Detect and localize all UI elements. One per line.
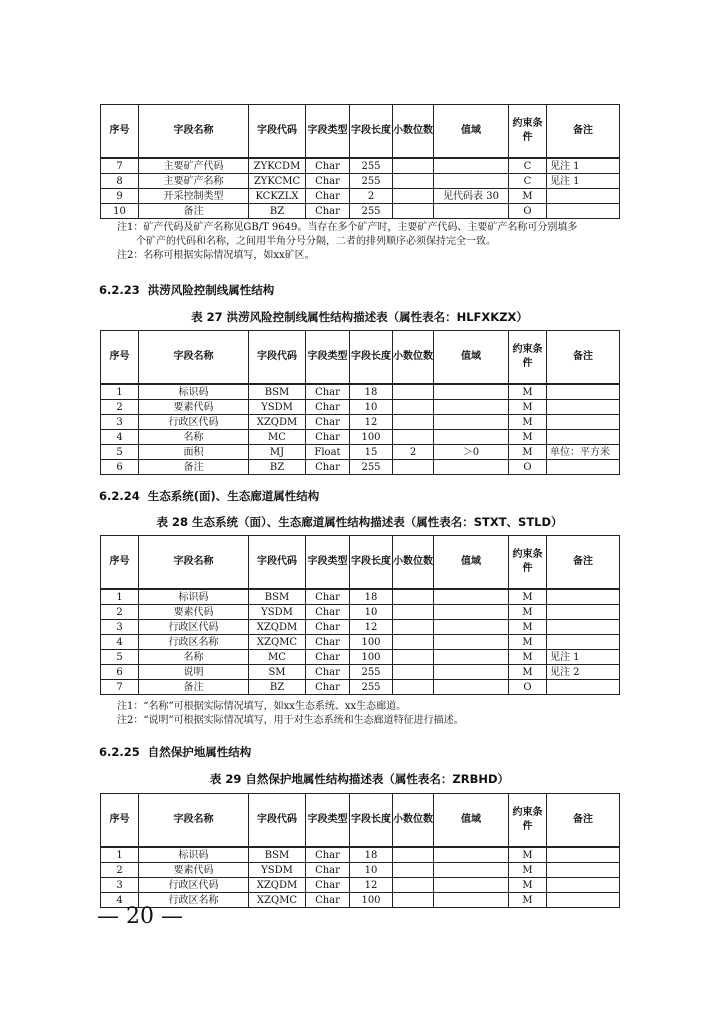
cell-field-length: 100 — [350, 893, 393, 908]
column-header: 小数位数 — [393, 331, 434, 385]
table-27 — [100, 330, 620, 475]
cell-remark — [547, 189, 620, 204]
cell-field-type: Char — [306, 158, 350, 174]
cell-field-name: 标识码 — [139, 384, 249, 400]
table-note: 个矿产的代码和名称，之间用半角分号分隔，二者的排列顺序必须保持完全一致。 — [136, 236, 496, 247]
cell-value-range — [434, 878, 509, 893]
section-title: 自然保护地属性结构 — [147, 745, 252, 759]
column-header: 字段类型 — [306, 536, 350, 590]
cell-remark — [547, 878, 620, 893]
cell-remark — [547, 863, 620, 878]
cell-decimals — [393, 620, 434, 635]
cell-remark — [547, 430, 620, 445]
cell-remark: 见注 1 — [547, 158, 620, 174]
cell-index: 5 — [101, 650, 139, 665]
cell-field-length: 10 — [350, 863, 393, 878]
cell-remark — [547, 635, 620, 650]
section-number: 6.2.25 — [99, 745, 140, 759]
cell-field-length: 12 — [350, 878, 393, 893]
cell-field-length: 255 — [350, 460, 393, 475]
cell-field-length: 15 — [350, 445, 393, 460]
cell-field-length: 255 — [350, 680, 393, 695]
table-29 — [100, 793, 620, 908]
cell-field-code: YSDM — [249, 605, 306, 620]
cell-index: 1 — [101, 589, 139, 605]
cell-field-code: MC — [249, 650, 306, 665]
column-header: 字段代码 — [249, 794, 306, 848]
cell-value-range — [434, 174, 509, 189]
cell-index: 2 — [101, 400, 139, 415]
table-row — [101, 635, 620, 650]
cell-constraint: O — [509, 204, 547, 219]
cell-field-length: 18 — [350, 589, 393, 605]
table-row — [101, 847, 620, 863]
column-header: 备注 — [547, 331, 620, 385]
column-header: 序号 — [101, 536, 139, 590]
cell-decimals: 2 — [393, 445, 434, 460]
cell-constraint: C — [509, 174, 547, 189]
cell-constraint: M — [509, 650, 547, 665]
table-row — [101, 589, 620, 605]
cell-decimals — [393, 665, 434, 680]
cell-decimals — [393, 189, 434, 204]
cell-field-name: 备注 — [139, 460, 249, 475]
table-row — [101, 620, 620, 635]
cell-field-type: Char — [306, 174, 350, 189]
cell-remark — [547, 384, 620, 400]
cell-value-range — [434, 863, 509, 878]
table-row — [101, 460, 620, 475]
cell-decimals — [393, 863, 434, 878]
cell-field-name: 面积 — [139, 445, 249, 460]
column-header: 序号 — [101, 331, 139, 385]
cell-constraint: C — [509, 158, 547, 174]
cell-decimals — [393, 635, 434, 650]
cell-field-type: Char — [306, 635, 350, 650]
cell-field-code: BZ — [249, 680, 306, 695]
column-header: 约束条件 — [509, 105, 547, 159]
column-header: 序号 — [101, 794, 139, 848]
cell-field-length: 2 — [350, 189, 393, 204]
column-header: 字段代码 — [249, 105, 306, 159]
column-header: 备注 — [547, 794, 620, 848]
cell-value-range: 见代码表 30 — [434, 189, 509, 204]
column-header: 约束条件 — [509, 536, 547, 590]
cell-decimals — [393, 415, 434, 430]
table-note: 注2：“说明”可根据实际情况填写，用于对生态系统和生态廊道特征进行描述。 — [117, 715, 464, 726]
table-row — [101, 863, 620, 878]
column-header: 字段长度 — [350, 105, 393, 159]
cell-field-code: YSDM — [249, 400, 306, 415]
cell-index: 3 — [101, 620, 139, 635]
cell-remark: 单位：平方米 — [547, 445, 620, 460]
cell-constraint: M — [509, 605, 547, 620]
section-heading — [99, 744, 251, 760]
section-number: 6.2.23 — [99, 283, 140, 297]
table-row — [101, 650, 620, 665]
cell-index: 1 — [101, 847, 139, 863]
cell-field-type: Char — [306, 605, 350, 620]
cell-field-name: 行政区代码 — [139, 620, 249, 635]
cell-field-type: Char — [306, 878, 350, 893]
column-header: 值域 — [434, 536, 509, 590]
cell-field-type: Char — [306, 460, 350, 475]
cell-field-name: 标识码 — [139, 589, 249, 605]
cell-field-code: SM — [249, 665, 306, 680]
cell-remark — [547, 605, 620, 620]
page-number: — 20 — — [97, 904, 183, 929]
cell-field-name: 开采控制类型 — [139, 189, 249, 204]
cell-value-range — [434, 460, 509, 475]
table-row — [101, 605, 620, 620]
cell-field-name: 标识码 — [139, 847, 249, 863]
cell-field-type: Char — [306, 847, 350, 863]
cell-constraint: M — [509, 620, 547, 635]
cell-field-name: 名称 — [139, 430, 249, 445]
table-header-row — [101, 536, 620, 590]
table-row — [101, 189, 620, 204]
column-header: 小数位数 — [393, 794, 434, 848]
cell-remark: 见注 1 — [547, 174, 620, 189]
cell-value-range — [434, 430, 509, 445]
table-row — [101, 204, 620, 219]
cell-field-type: Char — [306, 400, 350, 415]
cell-field-type: Char — [306, 589, 350, 605]
cell-decimals — [393, 878, 434, 893]
cell-constraint: M — [509, 445, 547, 460]
column-header: 字段类型 — [306, 794, 350, 848]
cell-value-range — [434, 158, 509, 174]
cell-field-type: Float — [306, 445, 350, 460]
cell-decimals — [393, 460, 434, 475]
column-header: 字段长度 — [350, 794, 393, 848]
table-row — [101, 665, 620, 680]
cell-field-length: 10 — [350, 400, 393, 415]
cell-field-name: 行政区代码 — [139, 415, 249, 430]
column-header: 字段代码 — [249, 536, 306, 590]
column-header: 字段类型 — [306, 331, 350, 385]
cell-field-length: 12 — [350, 620, 393, 635]
table-28 — [100, 535, 620, 695]
cell-constraint: M — [509, 665, 547, 680]
cell-field-code: XZQDM — [249, 878, 306, 893]
column-header: 字段代码 — [249, 331, 306, 385]
cell-value-range — [434, 415, 509, 430]
cell-field-code: XZQDM — [249, 415, 306, 430]
column-header: 备注 — [547, 536, 620, 590]
table-row — [101, 415, 620, 430]
cell-decimals — [393, 174, 434, 189]
cell-index: 1 — [101, 384, 139, 400]
cell-constraint: O — [509, 460, 547, 475]
cell-field-length: 100 — [350, 635, 393, 650]
column-header: 值域 — [434, 331, 509, 385]
table-row — [101, 158, 620, 174]
cell-field-name: 主要矿产名称 — [139, 174, 249, 189]
column-header: 值域 — [434, 105, 509, 159]
cell-index: 3 — [101, 415, 139, 430]
cell-decimals — [393, 893, 434, 908]
column-header: 小数位数 — [393, 536, 434, 590]
cell-field-name: 要素代码 — [139, 863, 249, 878]
column-header: 字段名称 — [139, 536, 249, 590]
cell-field-name: 名称 — [139, 650, 249, 665]
section-heading — [99, 282, 274, 298]
table-row — [101, 680, 620, 695]
cell-field-type: Char — [306, 680, 350, 695]
cell-value-range — [434, 605, 509, 620]
cell-field-length: 255 — [350, 204, 393, 219]
cell-constraint: M — [509, 589, 547, 605]
table-row — [101, 445, 620, 460]
table-note: 注1：矿产代码及矿产名称见GB/T 9649。当存在多个矿产时，主要矿产代码、主要矿产名称可分别填多 — [117, 222, 578, 233]
cell-value-range — [434, 680, 509, 695]
cell-field-code: ZYKCMC — [249, 174, 306, 189]
cell-field-type: Char — [306, 893, 350, 908]
cell-field-type: Char — [306, 620, 350, 635]
cell-remark — [547, 400, 620, 415]
cell-index: 3 — [101, 878, 139, 893]
cell-remark: 见注 2 — [547, 665, 620, 680]
cell-remark — [547, 415, 620, 430]
cell-value-range — [434, 589, 509, 605]
cell-field-code: YSDM — [249, 863, 306, 878]
cell-decimals — [393, 605, 434, 620]
cell-field-type: Char — [306, 384, 350, 400]
cell-field-name: 行政区代码 — [139, 878, 249, 893]
cell-constraint: M — [509, 400, 547, 415]
cell-remark — [547, 204, 620, 219]
cell-remark — [547, 680, 620, 695]
table-header-row — [101, 331, 620, 385]
table-note: 注1：“名称”可根据实际情况填写，如xx生态系统、xx生态廊道。 — [117, 701, 407, 712]
cell-field-code: BSM — [249, 589, 306, 605]
column-header: 值域 — [434, 794, 509, 848]
cell-decimals — [393, 680, 434, 695]
cell-constraint: M — [509, 415, 547, 430]
cell-remark — [547, 589, 620, 605]
cell-constraint: M — [509, 893, 547, 908]
cell-remark — [547, 847, 620, 863]
cell-decimals — [393, 158, 434, 174]
cell-field-name: 主要矿产代码 — [139, 158, 249, 174]
column-header: 字段名称 — [139, 794, 249, 848]
cell-field-code: BZ — [249, 460, 306, 475]
cell-value-range — [434, 650, 509, 665]
section-title: 生态系统(面)、生态廊道属性结构 — [147, 489, 320, 503]
cell-remark: 见注 1 — [547, 650, 620, 665]
cell-decimals — [393, 384, 434, 400]
cell-index: 2 — [101, 863, 139, 878]
column-header: 字段长度 — [350, 536, 393, 590]
cell-field-name: 行政区名称 — [139, 635, 249, 650]
cell-index: 6 — [101, 460, 139, 475]
cell-value-range — [434, 204, 509, 219]
cell-value-range — [434, 620, 509, 635]
table-row — [101, 430, 620, 445]
table-caption: 表 28 生态系统（面）、生态廊道属性结构描述表（属性表名：STXT、STLD） — [156, 515, 563, 529]
cell-field-length: 18 — [350, 847, 393, 863]
cell-field-code: BSM — [249, 384, 306, 400]
cell-field-type: Char — [306, 650, 350, 665]
cell-constraint: M — [509, 430, 547, 445]
cell-decimals — [393, 589, 434, 605]
cell-index: 7 — [101, 158, 139, 174]
cell-field-length: 255 — [350, 665, 393, 680]
cell-remark — [547, 893, 620, 908]
cell-value-range — [434, 847, 509, 863]
cell-index: 8 — [101, 174, 139, 189]
cell-constraint: M — [509, 863, 547, 878]
cell-field-name: 要素代码 — [139, 605, 249, 620]
cell-field-code: BSM — [249, 847, 306, 863]
cell-field-name: 行政区名称 — [139, 893, 249, 908]
cell-value-range — [434, 635, 509, 650]
cell-field-code: MJ — [249, 445, 306, 460]
column-header: 序号 — [101, 105, 139, 159]
cell-field-type: Char — [306, 430, 350, 445]
cell-field-name: 说明 — [139, 665, 249, 680]
cell-index: 10 — [101, 204, 139, 219]
cell-field-code: XZQMC — [249, 635, 306, 650]
cell-index: 4 — [101, 893, 139, 908]
cell-index: 2 — [101, 605, 139, 620]
cell-decimals — [393, 650, 434, 665]
cell-remark — [547, 460, 620, 475]
table-row — [101, 384, 620, 400]
table-header-row — [101, 105, 620, 159]
cell-index: 4 — [101, 430, 139, 445]
column-header: 字段长度 — [350, 331, 393, 385]
cell-field-length: 10 — [350, 605, 393, 620]
table-continued — [100, 104, 620, 219]
cell-index: 5 — [101, 445, 139, 460]
cell-field-name: 要素代码 — [139, 400, 249, 415]
cell-constraint: M — [509, 878, 547, 893]
section-number: 6.2.24 — [99, 489, 140, 503]
column-header: 备注 — [547, 105, 620, 159]
column-header: 约束条件 — [509, 331, 547, 385]
cell-field-length: 18 — [350, 384, 393, 400]
cell-decimals — [393, 204, 434, 219]
cell-field-type: Char — [306, 204, 350, 219]
table-row — [101, 878, 620, 893]
cell-field-code: KCKZLX — [249, 189, 306, 204]
cell-index: 9 — [101, 189, 139, 204]
cell-index: 4 — [101, 635, 139, 650]
column-header: 字段类型 — [306, 105, 350, 159]
section-heading — [99, 488, 319, 504]
cell-constraint: O — [509, 680, 547, 695]
column-header: 约束条件 — [509, 794, 547, 848]
cell-field-length: 12 — [350, 415, 393, 430]
cell-constraint: M — [509, 384, 547, 400]
table-row — [101, 400, 620, 415]
cell-field-length: 100 — [350, 430, 393, 445]
cell-field-name: 备注 — [139, 680, 249, 695]
cell-value-range — [434, 384, 509, 400]
cell-field-code: MC — [249, 430, 306, 445]
section-title: 洪涝风险控制线属性结构 — [147, 283, 275, 297]
cell-value-range: ＞0 — [434, 445, 509, 460]
cell-decimals — [393, 430, 434, 445]
cell-field-length: 255 — [350, 158, 393, 174]
cell-field-length: 255 — [350, 174, 393, 189]
cell-field-type: Char — [306, 189, 350, 204]
cell-value-range — [434, 893, 509, 908]
cell-index: 6 — [101, 665, 139, 680]
cell-field-code: XZQMC — [249, 893, 306, 908]
cell-remark — [547, 620, 620, 635]
cell-field-type: Char — [306, 863, 350, 878]
table-row — [101, 174, 620, 189]
cell-field-length: 100 — [350, 650, 393, 665]
cell-constraint: M — [509, 635, 547, 650]
cell-constraint: M — [509, 189, 547, 204]
column-header: 字段名称 — [139, 105, 249, 159]
cell-field-name: 备注 — [139, 204, 249, 219]
table-caption: 表 27 洪涝风险控制线属性结构描述表（属性表名：HLFXKZX） — [191, 310, 528, 324]
cell-constraint: M — [509, 847, 547, 863]
table-note: 注2：名称可根据实际情况填写，如xx矿区。 — [117, 250, 315, 261]
cell-decimals — [393, 847, 434, 863]
cell-value-range — [434, 400, 509, 415]
cell-field-type: Char — [306, 665, 350, 680]
cell-value-range — [434, 665, 509, 680]
cell-field-code: XZQDM — [249, 620, 306, 635]
cell-index: 7 — [101, 680, 139, 695]
column-header: 字段名称 — [139, 331, 249, 385]
cell-field-code: ZYKCDM — [249, 158, 306, 174]
column-header: 小数位数 — [393, 105, 434, 159]
cell-decimals — [393, 400, 434, 415]
cell-field-code: BZ — [249, 204, 306, 219]
cell-field-type: Char — [306, 415, 350, 430]
table-header-row — [101, 794, 620, 848]
table-caption: 表 29 自然保护地属性结构描述表（属性表名：ZRBHD） — [209, 772, 510, 786]
